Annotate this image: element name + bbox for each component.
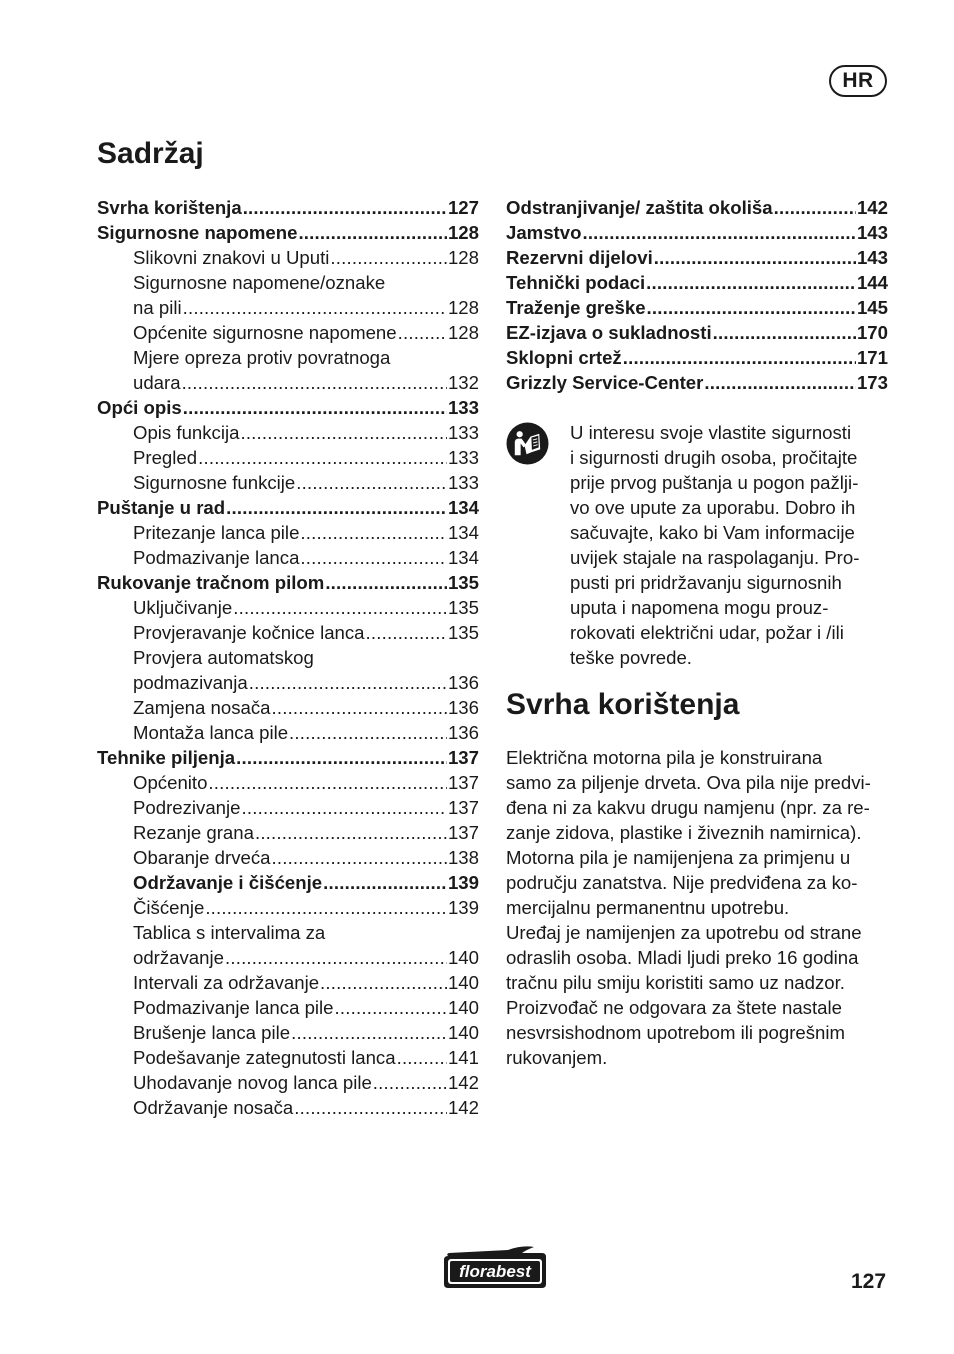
toc-entry — [506, 220, 888, 245]
toc-leader-dots — [198, 445, 447, 470]
text-line: teške povrede. — [570, 647, 692, 668]
toc-entry — [97, 320, 479, 345]
language-badge — [829, 65, 887, 97]
toc-leader-dots — [233, 595, 447, 620]
toc-entry-label: Čišćenje — [133, 897, 205, 918]
toc-entry — [97, 1070, 479, 1095]
toc-entry-label: Rezanje grana — [133, 822, 254, 843]
toc-entry-page: 128 — [447, 247, 479, 268]
toc-entry — [97, 1045, 479, 1070]
toc-entry-page: 137 — [447, 822, 479, 843]
toc-leader-dots — [298, 220, 447, 245]
toc-entry — [97, 870, 479, 895]
toc-entry-label: Podrezivanje — [133, 797, 241, 818]
toc-entry-label: EZ-izjava o sukladnosti — [506, 322, 712, 343]
toc-entry-page: 134 — [447, 497, 479, 518]
toc-entry — [97, 795, 479, 820]
text-line: uputa i napomena mogu prouz- — [570, 597, 829, 618]
toc-entry — [97, 845, 479, 870]
toc-entry-label: Rezervni dijelovi — [506, 247, 653, 268]
toc-entry — [97, 1095, 479, 1120]
toc-entry-page: 136 — [447, 697, 479, 718]
page-number: 127 — [851, 1270, 887, 1293]
toc-entry-label: Provjeravanje kočnice lanca — [133, 622, 365, 643]
toc-entry — [506, 320, 888, 345]
toc-leader-dots — [325, 570, 447, 595]
toc-entry — [97, 645, 479, 670]
toc-leader-dots — [182, 370, 447, 395]
toc-entry-label: Opći opis — [97, 397, 182, 418]
toc-entry-page: 145 — [856, 297, 888, 318]
toc-leader-dots — [398, 320, 447, 345]
text-line: rukovanjem. — [506, 1047, 608, 1068]
toc-entry-page: 173 — [856, 372, 888, 393]
toc-entry-page: 138 — [447, 847, 479, 868]
toc-entry-page: 171 — [856, 347, 888, 368]
toc-leader-dots — [774, 195, 856, 220]
toc-entry — [97, 695, 479, 720]
text-line: sačuvajte, kako bi Vam informacije — [570, 522, 855, 543]
toc-leader-dots — [646, 270, 856, 295]
toc-leader-dots — [373, 1070, 447, 1095]
toc-entry-page: 137 — [447, 747, 479, 768]
toc-entry-page: 139 — [447, 872, 479, 893]
text-line: Uređaj je namijenjen za upotrebu od strane — [506, 922, 862, 943]
toc-entry-page: 142 — [856, 197, 888, 218]
toc-entry-page: 136 — [447, 672, 479, 693]
toc-entry — [97, 995, 479, 1020]
toc-entry-page: 133 — [447, 472, 479, 493]
toc-entry-page: 170 — [856, 322, 888, 343]
toc-leader-dots — [249, 670, 447, 695]
toc-entry — [97, 495, 479, 520]
toc-entry-label: Opis funkcija — [133, 422, 240, 443]
toc-entry-label: održavanje — [133, 947, 224, 968]
toc-entry-page: 135 — [447, 597, 479, 618]
toc-leader-dots — [236, 745, 447, 770]
toc-entry — [97, 370, 479, 395]
toc-entry-label: Općenite sigurnosne napomene — [133, 322, 397, 343]
toc-entry-page: 132 — [447, 372, 479, 393]
toc-leader-dots — [323, 870, 447, 895]
toc-entry-label: na pili — [133, 297, 182, 318]
toc-leader-dots — [205, 895, 447, 920]
toc-entry — [506, 245, 888, 270]
toc-entry-page: 133 — [447, 397, 479, 418]
toc-leader-dots — [647, 295, 856, 320]
text-line: đena ni za kakvu drugu namjenu (npr. za re- — [506, 797, 870, 818]
text-line: vo ove upute za uporabu. Dobro ih — [570, 497, 856, 518]
toc-entry-label: Grizzly Service-Center — [506, 372, 704, 393]
florabest-logo — [438, 1244, 552, 1290]
toc-entry — [97, 220, 479, 245]
text-line: nesvrsishodnom upotrebom ili pogrešnim — [506, 1022, 845, 1043]
toc-entry-label: Odstranjivanje/ zaštita okoliša — [506, 197, 773, 218]
table-of-contents-left — [97, 195, 479, 1120]
toc-entry-page: 140 — [447, 947, 479, 968]
toc-entry-page: 134 — [447, 522, 479, 543]
text-line: Proizvođač ne odgovara za štete nastale — [506, 997, 842, 1018]
toc-entry-page: 128 — [447, 222, 479, 243]
toc-entry — [97, 720, 479, 745]
toc-entry-label: Sigurnosne napomene — [97, 222, 298, 243]
toc-entry — [97, 970, 479, 995]
toc-entry-label: Intervali za održavanje — [133, 972, 320, 993]
toc-entry-page: 133 — [447, 447, 479, 468]
toc-entry — [97, 670, 479, 695]
toc-leader-dots — [255, 820, 447, 845]
text-line: području zanatstva. Nije predviđena za ko- — [506, 872, 858, 893]
read-manual-icon — [506, 422, 549, 465]
text-line: mercijalnu permanentnu upotrebu. — [506, 897, 790, 918]
toc-entry-page: 140 — [447, 1022, 479, 1043]
toc-entry-page: 135 — [447, 622, 479, 643]
toc-entry-page: 142 — [447, 1072, 479, 1093]
toc-entry — [506, 195, 888, 220]
toc-entry-label: Svrha korištenja — [97, 197, 242, 218]
toc-leader-dots — [225, 945, 447, 970]
toc-entry-label: Sklopni crtež — [506, 347, 622, 368]
toc-entry-label: Provjera automatskog — [133, 647, 314, 668]
text-line: zanje zidova, plastike i živeznih namirnica). — [506, 822, 862, 843]
toc-leader-dots — [335, 995, 447, 1020]
section-body-text — [506, 745, 890, 1070]
text-line: i sigurnosti drugih osoba, pročitajte — [570, 447, 858, 468]
toc-entry — [97, 395, 479, 420]
toc-entry — [97, 445, 479, 470]
toc-leader-dots — [208, 770, 447, 795]
text-line: U interesu svoje vlastite sigurnosti — [570, 422, 852, 443]
toc-entry-label: Sigurnosne funkcije — [133, 472, 296, 493]
toc-entry — [506, 345, 888, 370]
toc-leader-dots — [271, 845, 447, 870]
toc-entry-label: Puštanje u rad — [97, 497, 226, 518]
toc-entry — [506, 295, 888, 320]
toc-entry — [506, 370, 888, 395]
toc-leader-dots — [300, 545, 447, 570]
toc-entry — [97, 270, 479, 295]
toc-entry-page: 143 — [856, 222, 888, 243]
toc-entry-label: Pritezanje lanca pile — [133, 522, 300, 543]
toc-leader-dots — [243, 195, 447, 220]
toc-entry — [97, 770, 479, 795]
toc-leader-dots — [713, 320, 856, 345]
toc-entry-page: 128 — [447, 322, 479, 343]
toc-entry — [97, 245, 479, 270]
toc-entry-label: Zamjena nosača — [133, 697, 271, 718]
text-line: Električna motorna pila je konstruirana — [506, 747, 823, 768]
toc-entry — [97, 545, 479, 570]
brand-name: florabest — [459, 1262, 531, 1281]
toc-entry-label: Jamstvo — [506, 222, 582, 243]
toc-leader-dots — [704, 370, 856, 395]
toc-entry-label: Održavanje i čišćenje — [133, 872, 323, 893]
toc-entry — [97, 620, 479, 645]
toc-entry-page: 136 — [447, 722, 479, 743]
toc-entry-label: Podmazivanje lanca pile — [133, 997, 334, 1018]
toc-entry — [97, 1020, 479, 1045]
toc-entry — [97, 745, 479, 770]
toc-leader-dots — [296, 470, 447, 495]
toc-entry — [97, 195, 479, 220]
text-line: pusti pri pridržavanju sigurnosnih — [570, 572, 842, 593]
toc-leader-dots — [240, 420, 447, 445]
toc-leader-dots — [294, 1095, 447, 1120]
toc-entry-page: 133 — [447, 422, 479, 443]
toc-entry — [506, 270, 888, 295]
toc-leader-dots — [289, 720, 447, 745]
text-line: Motorna pila je namijenjena za primjenu u — [506, 847, 851, 868]
toc-entry — [97, 820, 479, 845]
toc-entry-page: 140 — [447, 997, 479, 1018]
toc-entry-label: udara — [133, 372, 181, 393]
text-line: prije prvog puštanja u pogon pažlji- — [570, 472, 859, 493]
toc-leader-dots — [291, 1020, 447, 1045]
toc-entry-page: 135 — [447, 572, 479, 593]
toc-entry-page: 139 — [447, 897, 479, 918]
toc-entry-label: Podmazivanje lanca — [133, 547, 300, 568]
section-title: Svrha korištenja — [506, 688, 740, 721]
toc-entry — [97, 920, 479, 945]
toc-leader-dots — [226, 495, 447, 520]
toc-entry-label: Općenito — [133, 772, 208, 793]
toc-entry — [97, 470, 479, 495]
toc-entry-page: 137 — [447, 772, 479, 793]
toc-entry-label: Slikovni znakovi u Uputi — [133, 247, 330, 268]
toc-entry-page: 144 — [856, 272, 888, 293]
toc-entry-label: Održavanje nosača — [133, 1097, 294, 1118]
language-code: HR — [842, 69, 874, 92]
toc-entry-page: 137 — [447, 797, 479, 818]
toc-leader-dots — [623, 345, 856, 370]
toc-entry-page: 140 — [447, 972, 479, 993]
toc-entry-label: Brušenje lanca pile — [133, 1022, 291, 1043]
toc-entry-label: Tablica s intervalima za — [133, 922, 326, 943]
toc-entry — [97, 520, 479, 545]
text-line: uvijek stajale na raspolaganju. Pro- — [570, 547, 860, 568]
toc-entry-label: Uhodavanje novog lanca pile — [133, 1072, 372, 1093]
toc-entry — [97, 420, 479, 445]
toc-entry-label: Podešavanje zategnutosti lanca — [133, 1047, 396, 1068]
toc-leader-dots — [300, 520, 447, 545]
toc-entry-label: Tehnički podaci — [506, 272, 646, 293]
toc-entry — [97, 945, 479, 970]
toc-leader-dots — [242, 795, 447, 820]
toc-leader-dots — [397, 1045, 447, 1070]
toc-leader-dots — [366, 620, 447, 645]
toc-entry-page: 141 — [447, 1047, 479, 1068]
toc-leader-dots — [183, 395, 447, 420]
toc-entry-page: 134 — [447, 547, 479, 568]
toc-entry — [97, 895, 479, 920]
toc-entry-label: Mjere opreza protiv povratnoga — [133, 347, 391, 368]
table-of-contents-right — [506, 195, 888, 395]
toc-leader-dots — [654, 245, 856, 270]
toc-leader-dots — [183, 295, 447, 320]
page-title: Sadržaj — [97, 137, 204, 170]
toc-entry-label: Uključivanje — [133, 597, 233, 618]
toc-entry-label: Traženje greške — [506, 297, 646, 318]
toc-entry-label: Obaranje drveća — [133, 847, 271, 868]
toc-entry-label: Rukovanje tračnom pilom — [97, 572, 325, 593]
toc-entry-page: 128 — [447, 297, 479, 318]
toc-leader-dots — [330, 245, 447, 270]
toc-entry-page: 142 — [447, 1097, 479, 1118]
toc-entry — [97, 345, 479, 370]
toc-entry-page: 127 — [447, 197, 479, 218]
text-line: samo za piljenje drveta. Ova pila nije predvi- — [506, 772, 871, 793]
toc-entry-label: Tehnike piljenja — [97, 747, 236, 768]
toc-entry-label: Montaža lanca pile — [133, 722, 289, 743]
toc-leader-dots — [320, 970, 447, 995]
text-line: odraslih osoba. Mladi ljudi preko 16 godina — [506, 947, 859, 968]
toc-entry-label: Pregled — [133, 447, 198, 468]
safety-notice-text — [570, 420, 890, 670]
toc-entry — [97, 570, 479, 595]
text-line: tračnu pilu smiju koristiti samo uz nadzor. — [506, 972, 845, 993]
text-line: rokovati električni udar, požar i /ili — [570, 622, 844, 643]
toc-entry-label: podmazivanja — [133, 672, 248, 693]
toc-entry-label: Sigurnosne napomene/oznake — [133, 272, 386, 293]
toc-leader-dots — [271, 695, 447, 720]
toc-entry — [97, 295, 479, 320]
toc-entry — [97, 595, 479, 620]
toc-leader-dots — [582, 220, 856, 245]
toc-entry-page: 143 — [856, 247, 888, 268]
